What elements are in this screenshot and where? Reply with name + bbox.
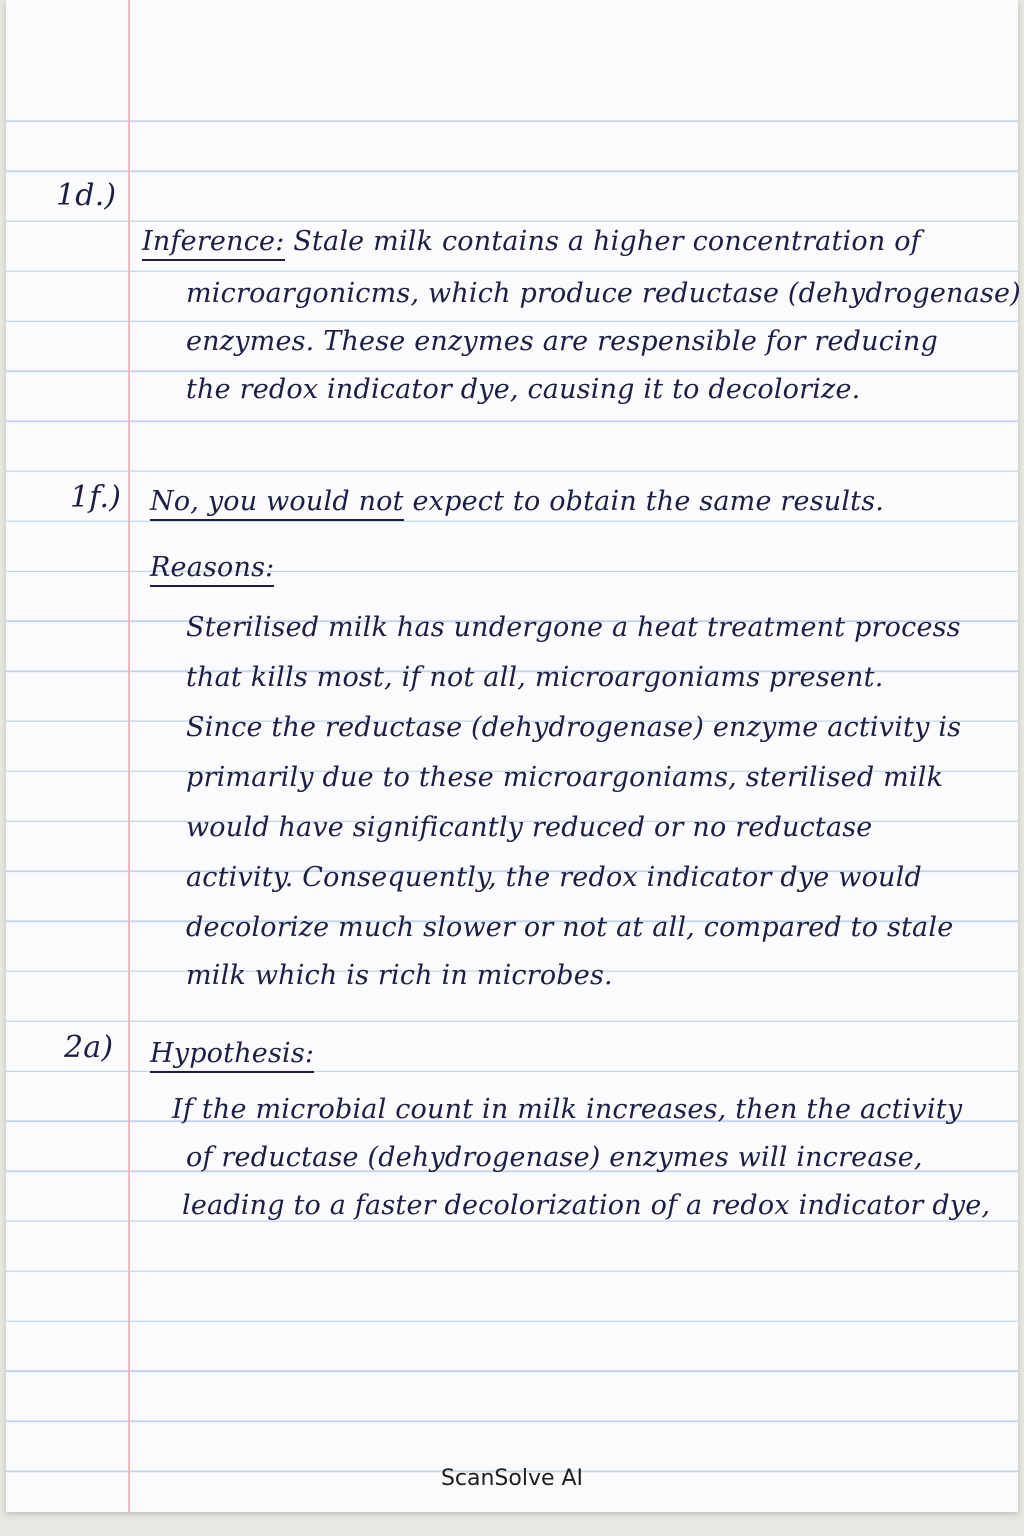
q1d-line-4: the redox indicator dye, causing it to decolorize.	[186, 374, 861, 405]
q2a-line-2: of reductase (dehydrogenase) enzymes will increase,	[186, 1142, 923, 1173]
q1f-reasons-row	[150, 552, 274, 583]
reasons-label: Reasons:	[150, 552, 274, 587]
q1f-line-6: activity. Consequently, the redox indicator dye would	[186, 862, 922, 893]
q1f-line-5: would have significantly reduced or no reductase	[186, 812, 873, 843]
q1f-line-8: milk which is rich in microbes.	[186, 960, 613, 991]
q1f-line-3: Since the reductase (dehydrogenase) enzyme activity is	[186, 712, 962, 743]
hypothesis-label: Hypothesis:	[150, 1038, 314, 1073]
q1d-line-3: enzymes. These enzymes are respensible for reducing	[186, 326, 938, 357]
q1d-line-2: microargonicms, which produce reductase (dehydrogenase)	[186, 278, 1021, 309]
q1d-line-1	[142, 226, 921, 257]
q1f-line-4: primarily due to these microargoniams, sterilised milk	[186, 762, 944, 793]
watermark-text: ScanSolve AI	[440, 1466, 584, 1491]
q1f-line-1: Sterilised milk has undergone a heat treatment process	[186, 612, 961, 643]
margin-line	[128, 0, 130, 1512]
q1f-line-2: that kills most, if not all, microargoniams present.	[186, 662, 884, 693]
q2a-line-3: leading to a faster decolorization of a redox indicator dye,	[182, 1190, 991, 1221]
answer-rest: expect to obtain the same results.	[412, 486, 885, 517]
inference-label: Inference:	[142, 226, 285, 261]
question-number-1f: 1f.)	[70, 480, 122, 515]
q1f-answer-line	[150, 486, 884, 517]
q2a-line-1: If the microbial count in milk increases, then the activity	[172, 1094, 963, 1125]
page-header-blank	[6, 0, 1018, 110]
q2a-label-row	[150, 1038, 314, 1069]
answer-underlined: No, you would not	[150, 486, 404, 521]
question-number-2a: 2a)	[64, 1030, 114, 1065]
q1d-text-1: Stale milk contains a higher concentration of	[293, 226, 921, 257]
question-number-1d: 1d.)	[56, 178, 117, 213]
notebook-page	[6, 0, 1021, 1512]
q1f-line-7: decolorize much slower or not at all, compared to stale	[186, 912, 954, 943]
